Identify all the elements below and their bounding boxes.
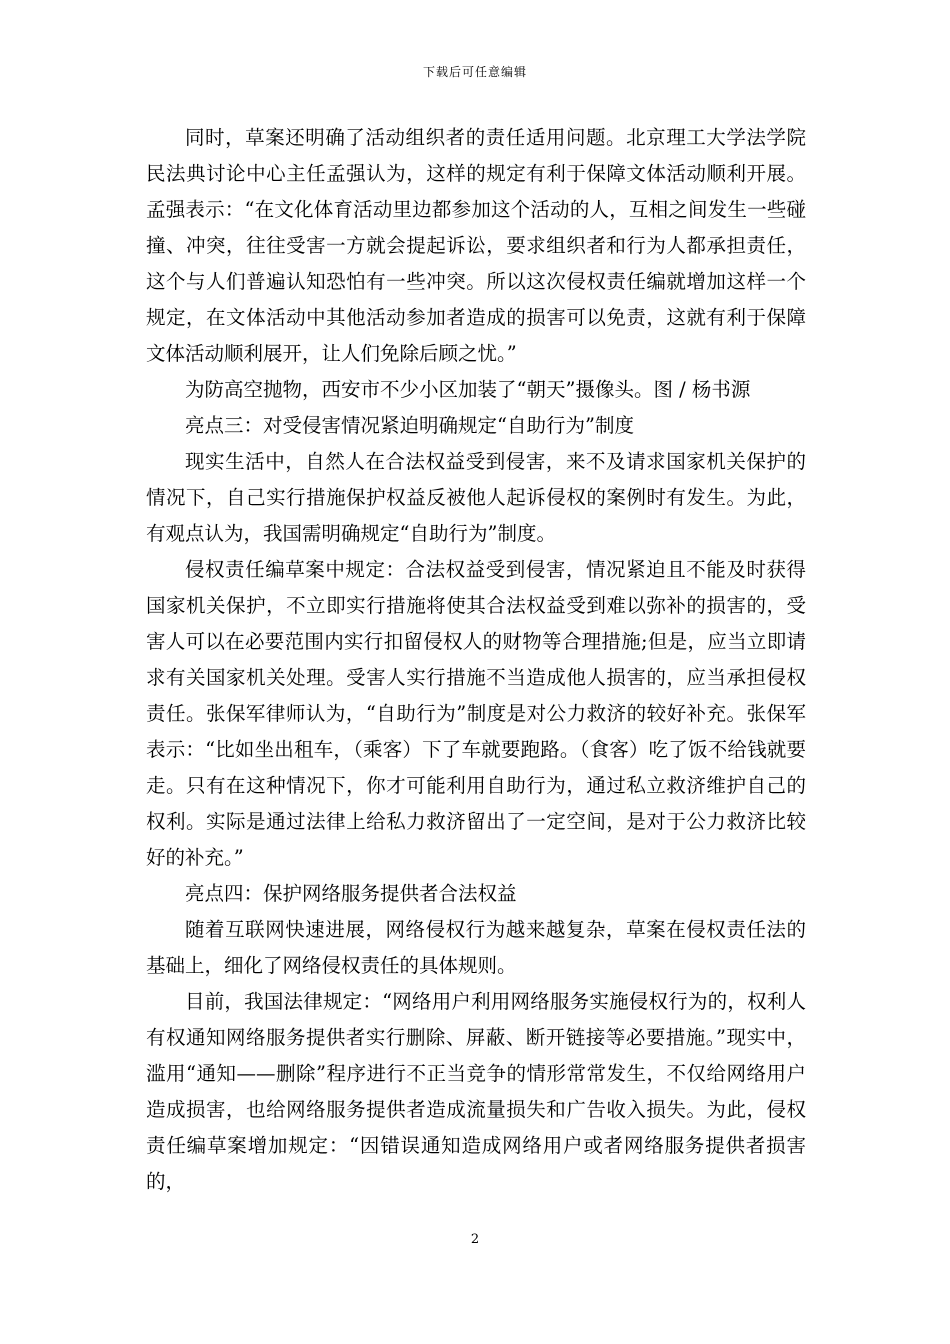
section-heading-highlight-four: 亮点四：保护网络服务提供者合法权益 xyxy=(185,882,517,905)
paragraph-notice-takedown: 目前，我国法律规定：“网络用户利用网络服务实施侵权行为的，权利人有权通知网络服务提供者实行删除、屏蔽、断开链接等必要措施。”现实中，滥用“通知——删除”程序进行不正当竞争的情形常常发生，不仅给网络用户造成损害，也给网络服务提供者造成流量损失和广告收入损失。为此，侵权责任编草案增加规定：“因错误通知造成网络用户或者网络服务提供者损害的， xyxy=(146,990,806,1193)
section-heading-highlight-three: 亮点三：对受侵害情况紧迫明确规定“自助行为”制度 xyxy=(185,414,634,437)
photo-caption: 为防高空抛物，西安市不少小区加装了“朝天”摄像头。图 / 杨书源 xyxy=(185,378,751,401)
page-number: 2 xyxy=(470,1232,480,1247)
document-body xyxy=(146,120,806,1200)
paragraph-network-background: 随着互联网快速进展，网络侵权行为越来越复杂，草案在侵权责任法的基础上，细化了网络侵权责任的具体规则。 xyxy=(146,918,806,977)
paragraph-organizer-liability: 同时，草案还明确了活动组织者的责任适用问题。北京理工大学法学院民法典讨论中心主任孟强认为，这样的规定有利于保障文体活动顺利开展。孟强表示：“在文化体育活动里边都参加这个活动的人，互相之间发生一些碰撞、冲突，往往受害一方就会提起诉讼，要求组织者和行为人都承担责任，这个与人们普遍认知恐怕有一些冲突。所以这次侵权责任编就增加这样一个规定，在文体活动中其他活动参加者造成的损害可以免责，这就有利于保障文体活动顺利展开，让人们免除后顾之忧。” xyxy=(146,126,806,365)
paragraph-self-help-provision: 侵权责任编草案中规定：合法权益受到侵害，情况紧迫且不能及时获得国家机关保护，不立即实行措施将使其合法权益受到难以弥补的损害的，受害人可以在必要范围内实行扣留侵权人的财物等合理措施;但是，应当立即请求有关国家机关处理。受害人实行措施不当造成他人损害的，应当承担侵权责任。张保军律师认为，“自助行为”制度是对公力救济的较好补充。张保军表示：“比如坐出租车，（乘客）下了车就要跑路。（食客）吃了饭不给钱就要走。只有在这种情况下，你才可能利用自助行为，通过私立救济维护自己的权利。实际是通过法律上给私力救济留出了一定空间，是对于公力救济比较好的补充。” xyxy=(146,558,806,869)
paragraph-self-help-background: 现实生活中，自然人在合法权益受到侵害，来不及请求国家机关保护的情况下，自己实行措施保护权益反被他人起诉侵权的案例时有发生。为此，有观点认为，我国需明确规定“自助行为”制度。 xyxy=(146,450,806,545)
page-header: 下载后可任意编辑 xyxy=(422,65,527,79)
